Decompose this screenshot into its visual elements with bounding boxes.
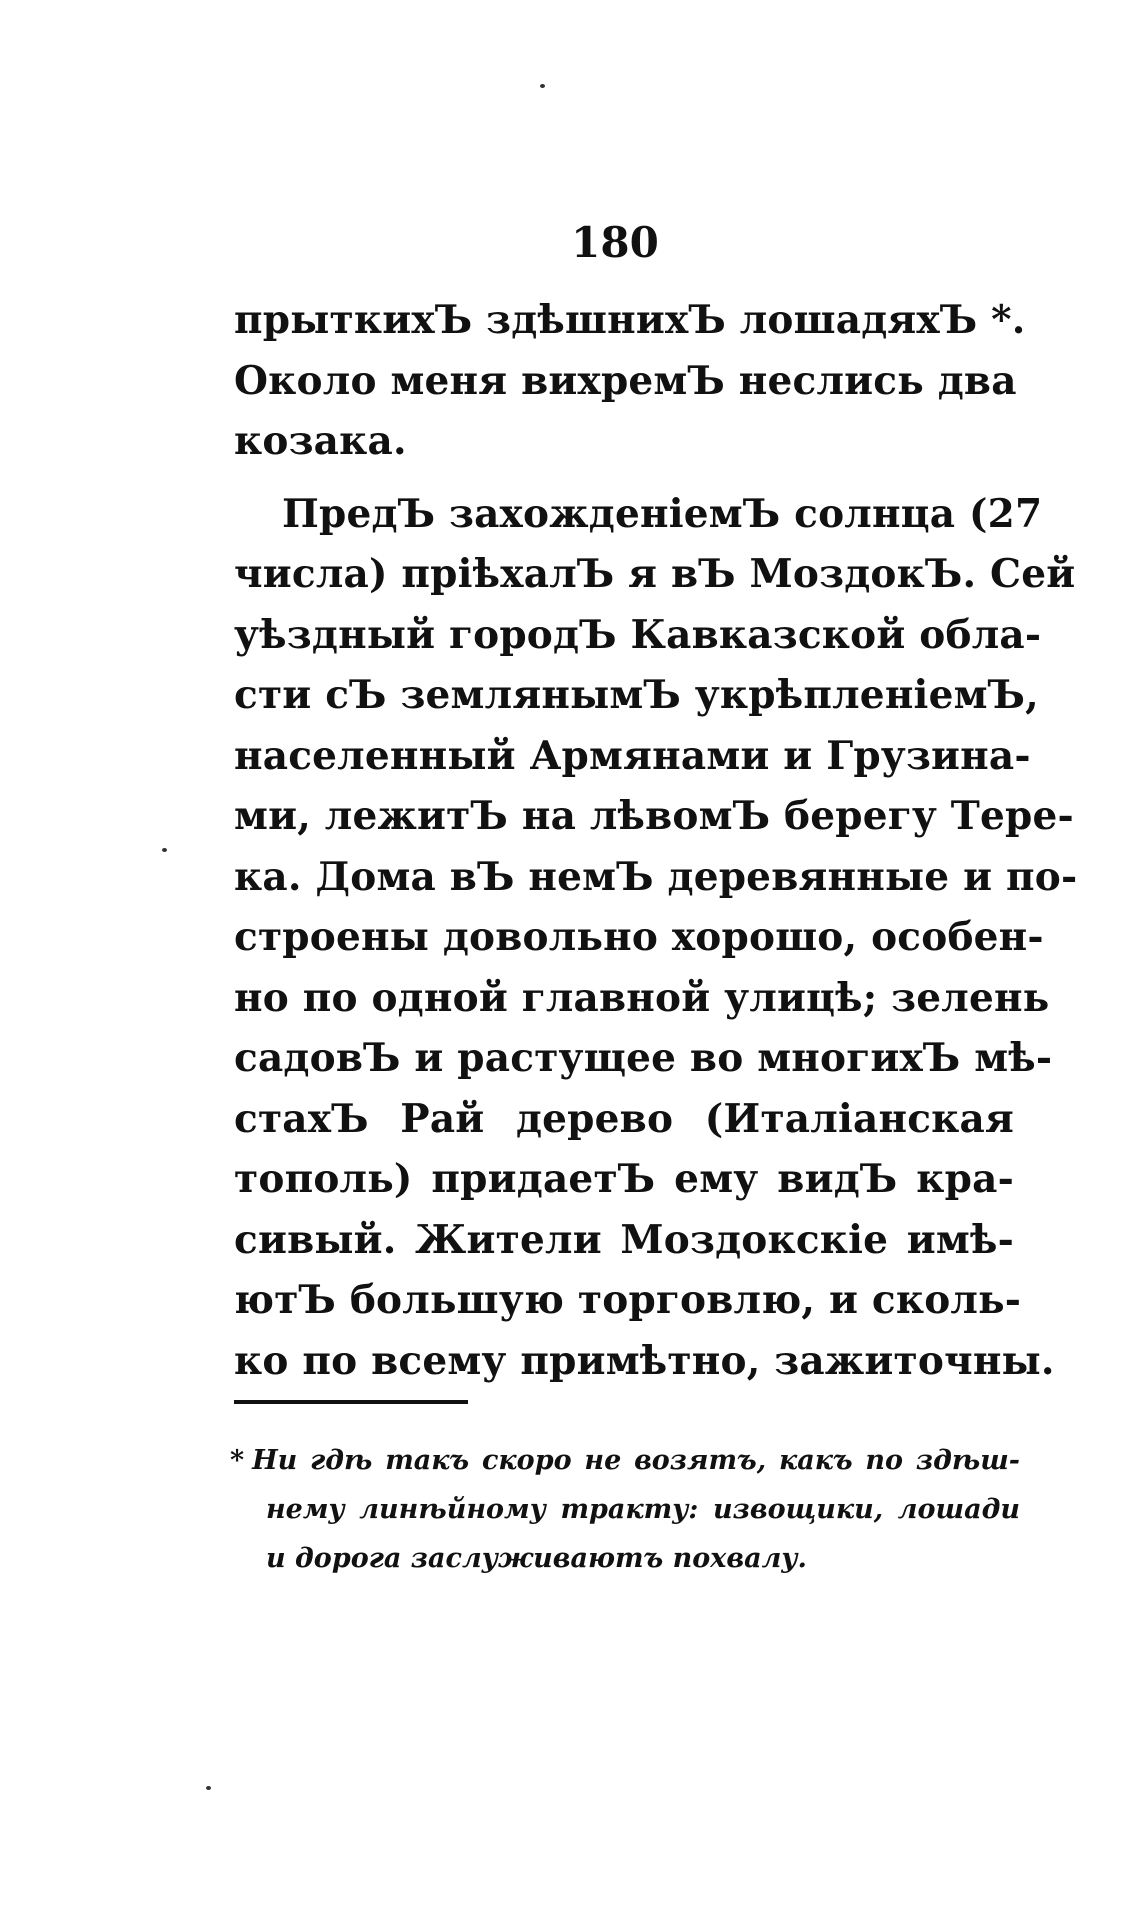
text-line: сивый. Жители Моздокскіе имѣ-	[234, 1216, 1014, 1263]
footnote-line	[230, 1436, 1020, 1485]
page-number: 180	[571, 218, 659, 267]
text-line: козака.	[234, 418, 407, 464]
text-line: ка. Дома вЪ немЪ деревянные и по-	[234, 853, 1078, 900]
footnote-text: Ни гдѣ такъ скоро не возятъ, какъ по здѣш-	[252, 1445, 1020, 1476]
text-line: стахЪ Рай дерево (Италіанская	[234, 1095, 1014, 1142]
text-line: ютЪ большую торговлю, и сколь-	[234, 1277, 1022, 1323]
text-line: населенный Армянами и Грузина-	[234, 732, 1031, 779]
footnote-marker: *	[230, 1445, 245, 1476]
footnote	[230, 1436, 1020, 1583]
paper-speck	[162, 848, 167, 852]
text-line: Около меня вихремЪ неслись два	[234, 357, 1017, 404]
text-line: числа) пріѣхалЪ я вЪ МоздокЪ. Сей	[234, 551, 1076, 597]
text-line: но по одной главной улицѣ; зелень	[234, 974, 1050, 1021]
paragraph	[234, 484, 1078, 1392]
text-line: прыткихЪ здѣшнихЪ лошадяхЪ *.	[234, 297, 1026, 343]
paper-speck	[540, 84, 545, 88]
text-line: садовЪ и растущее во многихЪ мѣ-	[234, 1035, 1053, 1081]
text-line: ПредЪ захожденіемЪ солнца (27	[282, 490, 1043, 537]
paragraph	[234, 290, 1026, 472]
text-line: сти сЪ землянымЪ укрѣпленіемЪ,	[234, 672, 1039, 718]
paragraph-gap	[234, 472, 1014, 484]
main-text	[234, 290, 1078, 1391]
footnote-line: и дорога заслуживаютъ похвалу.	[266, 1543, 807, 1574]
text-line: тополь) придаетЪ ему видЪ кра-	[234, 1156, 1014, 1202]
footnote-line: нему линѣйному тракту: извощики, лошади	[266, 1494, 1020, 1525]
footnote-rule	[234, 1400, 468, 1404]
text-line: уѣздный городЪ Кавказской обла-	[234, 611, 1042, 658]
text-line: ко по всему примѣтно, зажиточны.	[234, 1337, 1055, 1384]
paper-speck	[206, 1786, 211, 1790]
text-line: ми, лежитЪ на лѣвомЪ берегу Тере-	[234, 793, 1074, 839]
text-line: строены довольно хорошо, особен-	[234, 914, 1044, 960]
